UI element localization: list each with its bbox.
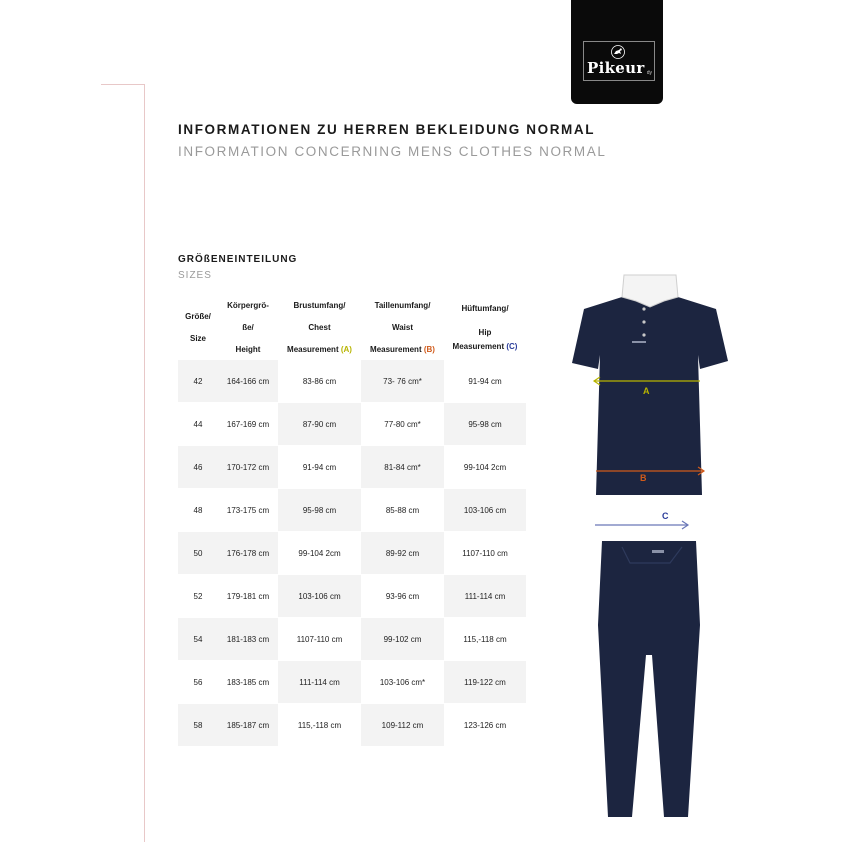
size-table-header xyxy=(178,296,526,360)
size-cell: 48 xyxy=(193,505,203,515)
polo-shirt-illustration xyxy=(560,265,740,505)
height-cell: 173-175 cm xyxy=(226,505,270,515)
waist-cell: 77-80 cm* xyxy=(384,419,421,429)
waist-cell: 103-106 cm* xyxy=(379,677,426,687)
waist-cell: 89-92 cm xyxy=(361,532,444,574)
chest-cell: 95-98 cm xyxy=(278,489,361,531)
chest-cell: 83-86 cm xyxy=(302,376,337,386)
size-cell: 56 xyxy=(193,677,203,687)
height-cell: 185-187 cm xyxy=(218,704,278,746)
indicator-label-a: A xyxy=(643,386,650,396)
page-title-english: INFORMATION CONCERNING MENS CLOTHES NORMAL xyxy=(178,144,607,159)
size-cell: 58 xyxy=(178,704,218,746)
height-cell: 183-185 cm xyxy=(226,677,270,687)
size-cell: 44 xyxy=(193,419,203,429)
hip-cell: 111-114 cm xyxy=(444,575,526,617)
hip-cell: 99-104 2cm xyxy=(463,462,507,472)
indicator-label-b: B xyxy=(640,473,647,483)
horse-rider-icon xyxy=(610,45,626,59)
waist-cell: 85-88 cm xyxy=(385,505,420,515)
waist-cell: 73- 76 cm* xyxy=(361,360,444,402)
table-row xyxy=(178,403,526,446)
size-table xyxy=(178,296,526,747)
section-heading-english: SIZES xyxy=(178,270,212,281)
size-cell: 42 xyxy=(178,360,218,402)
waist-cell: 93-96 cm xyxy=(385,591,420,601)
hip-letter-c: (C) xyxy=(506,342,518,351)
waist-cell: 109-112 cm xyxy=(361,704,444,746)
margin-tick xyxy=(101,84,145,85)
chest-cell: 111-114 cm xyxy=(278,661,361,703)
breeches-illustration xyxy=(570,505,720,825)
table-row xyxy=(178,661,526,704)
table-row xyxy=(178,704,526,747)
height-cell: 170-172 cm xyxy=(218,446,278,488)
size-cell: 52 xyxy=(193,591,203,601)
section-heading-german: GRÖßENEINTEILUNG xyxy=(178,254,298,265)
height-cell: 179-181 cm xyxy=(226,591,270,601)
header-waist: Taillenumfang/ Waist Measurement (B) xyxy=(370,301,435,354)
size-cell: 54 xyxy=(178,618,218,660)
header-height: Körpergrö- ße/ Height xyxy=(227,301,269,354)
shirt-body xyxy=(572,297,728,495)
indicator-label-c: C xyxy=(662,511,669,521)
table-row xyxy=(178,489,526,532)
size-cell: 50 xyxy=(178,532,218,574)
hip-cell: 123-126 cm xyxy=(463,720,507,730)
height-cell: 164-166 cm xyxy=(218,360,278,402)
chest-cell: 91-94 cm xyxy=(302,462,337,472)
brand-logo xyxy=(571,0,663,104)
table-row xyxy=(178,360,526,403)
table-row xyxy=(178,618,526,661)
logo-frame xyxy=(583,41,655,81)
hip-cell: 95-98 cm xyxy=(444,403,526,445)
breeches-body xyxy=(598,541,700,817)
table-row xyxy=(178,446,526,489)
chest-cell: 115,-118 cm xyxy=(297,720,342,730)
hip-cell: 103-106 cm xyxy=(444,489,526,531)
size-cell: 46 xyxy=(178,446,218,488)
brand-name: Pikeur xyxy=(587,59,645,77)
waist-cell: 99-102 cm xyxy=(361,618,444,660)
hip-cell: 115,-118 cm xyxy=(463,634,507,644)
height-cell: 167-169 cm xyxy=(226,419,270,429)
height-cell: 176-178 cm xyxy=(218,532,278,574)
table-row xyxy=(178,575,526,618)
brand-suffix: dy xyxy=(646,70,652,76)
chest-cell: 99-104 2cm xyxy=(298,548,341,558)
hip-cell: 119-122 cm xyxy=(444,661,526,703)
page-title-german: INFORMATIONEN ZU HERREN BEKLEIDUNG NORMAL xyxy=(178,122,596,137)
margin-line xyxy=(144,84,145,842)
chest-cell: 1107-110 cm xyxy=(296,634,343,644)
hip-cell: 1107-110 cm xyxy=(462,548,508,558)
chest-cell: 103-106 cm xyxy=(278,575,361,617)
hip-cell: 91-94 cm xyxy=(468,376,502,386)
chest-cell: 87-90 cm xyxy=(278,403,361,445)
chest-letter-a: (A) xyxy=(340,345,352,354)
waist-cell: 81-84 cm* xyxy=(361,446,444,488)
header-hip: Hüftumfang/ Hip Measurement (C) xyxy=(452,304,518,351)
header-chest: Brustumfang/ Chest Measurement (A) xyxy=(287,301,352,354)
header-size: Größe/ Size xyxy=(185,312,211,343)
waist-letter-b: (B) xyxy=(423,345,435,354)
height-cell: 181-183 cm xyxy=(218,618,278,660)
table-row xyxy=(178,532,526,575)
